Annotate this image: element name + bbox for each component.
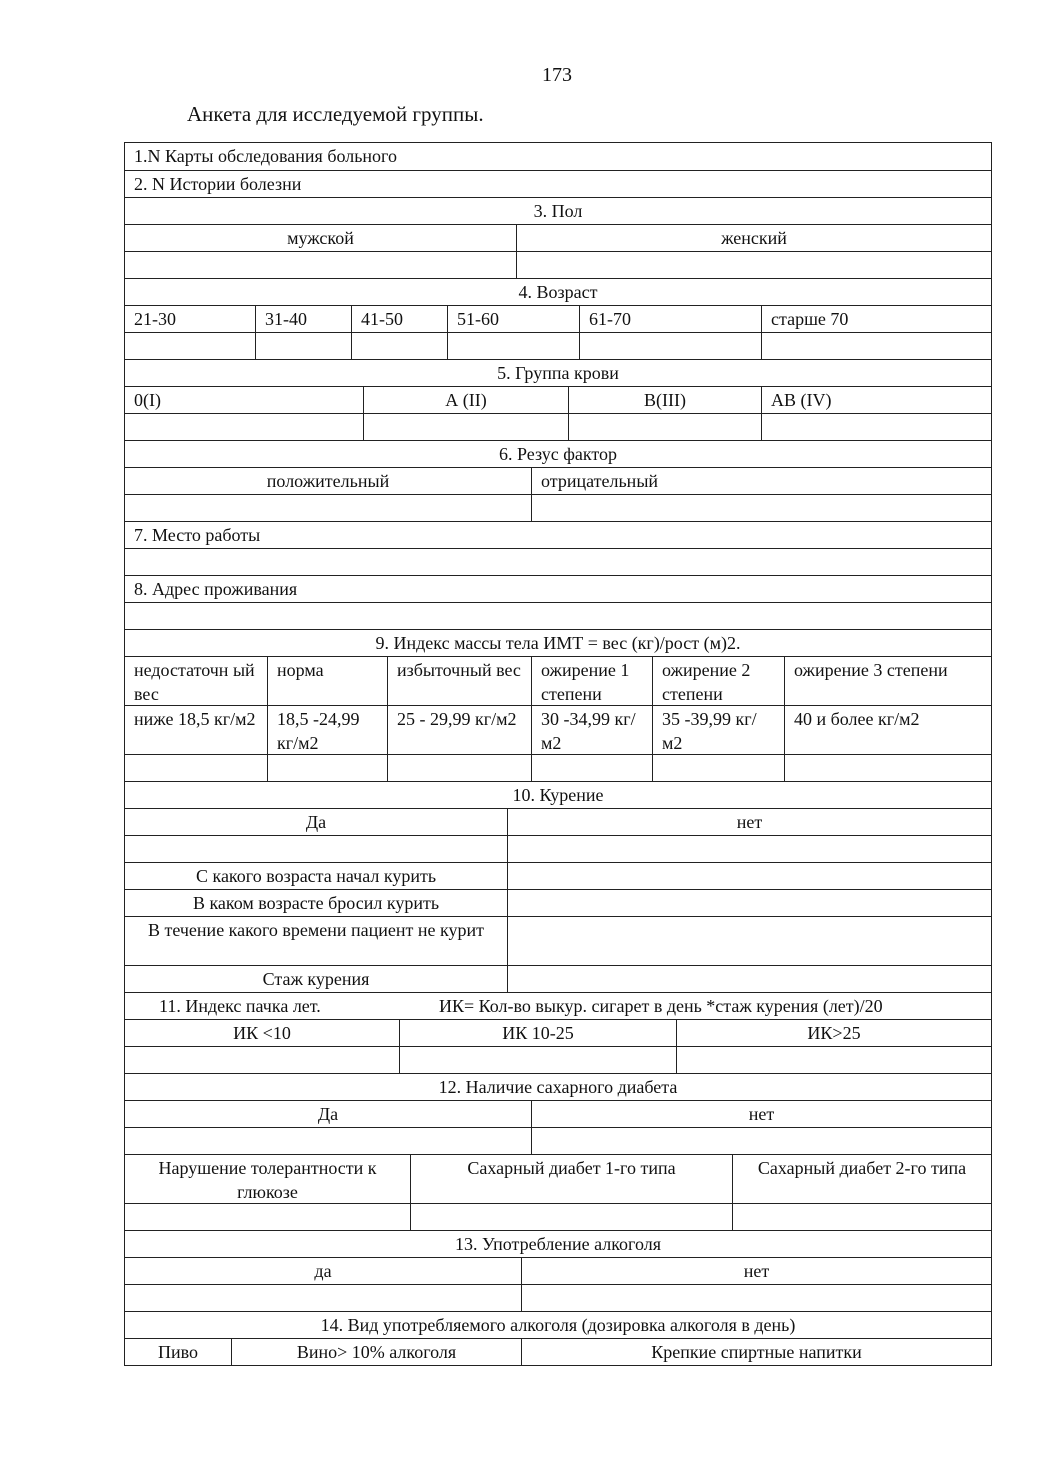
pack-index-heading-row <box>125 992 991 1019</box>
bmi-category: избыточный вес <box>387 657 531 705</box>
pack-index-option: ИК <10 <box>233 1023 291 1043</box>
sex-options-row <box>125 224 991 251</box>
bmi-answer[interactable] <box>652 755 784 781</box>
bmi-categories-row <box>125 656 991 705</box>
address-label: 8. Адрес проживания <box>134 579 298 599</box>
diabetes-type-answer[interactable] <box>732 1204 991 1230</box>
blood-option: АВ (IV) <box>761 387 991 413</box>
age-option: 41-50 <box>351 306 447 332</box>
pack-index-option: ИК 10-25 <box>399 1020 676 1046</box>
address-answer-row <box>125 602 991 629</box>
age-heading: 4. Возраст <box>518 282 598 302</box>
smoking-answer[interactable] <box>507 836 991 862</box>
age-heading-row <box>125 278 991 305</box>
address-row <box>125 575 991 602</box>
blood-answer[interactable] <box>125 414 363 440</box>
blood-answer[interactable] <box>761 414 991 440</box>
history-number-row <box>125 170 991 197</box>
age-option: старше 70 <box>761 306 991 332</box>
sex-option-female: женский <box>516 225 991 251</box>
card-number-label: 1.N Карты обследования больного <box>134 146 397 166</box>
diabetes-heading-row <box>125 1073 991 1100</box>
smoking-quit-row <box>125 889 991 916</box>
smoking-experience-row <box>125 965 991 992</box>
diabetes-type: Нарушение толерантности к глюкозе <box>158 1158 377 1202</box>
blood-heading-row <box>125 359 991 386</box>
pack-index-title: 11. Индекс пачка лет. <box>159 996 321 1016</box>
smoking-experience-label: Стаж курения <box>262 969 370 989</box>
alcohol-type-heading: 14. Вид употребляемого алкоголя (дозировка алкоголя в день) <box>320 1315 796 1335</box>
diabetes-heading: 12. Наличие сахарного диабета <box>438 1077 678 1097</box>
card-number-row <box>125 143 991 170</box>
smoking-start-answer[interactable] <box>507 863 991 889</box>
not-smoking-time-label: В течение какого времени пациент не курит <box>147 920 485 940</box>
page-title: Анкета для исследуемой группы. <box>187 102 484 126</box>
history-number-label: 2. N Истории болезни <box>134 174 302 194</box>
workplace-label: 7. Место работы <box>134 525 261 545</box>
rhesus-heading-row <box>125 440 991 467</box>
alcohol-heading-row <box>125 1230 991 1257</box>
bmi-answer[interactable] <box>387 755 531 781</box>
sex-answer-row <box>125 251 991 278</box>
alcohol-type-heading-row <box>125 1311 991 1338</box>
age-option: 61-70 <box>579 306 761 332</box>
bmi-range: ниже 18,5 кг/м2 <box>134 709 256 729</box>
bmi-range: 18,5 -24,99 кг/м2 <box>267 706 387 754</box>
smoking-quit-label: В каком возрасте бросил курить <box>192 893 440 913</box>
bmi-answer[interactable] <box>267 755 387 781</box>
diabetes-answer-row <box>125 1127 991 1154</box>
age-option: 31-40 <box>255 306 351 332</box>
alcohol-heading: 13. Употребление алкоголя <box>455 1234 661 1254</box>
bmi-range: 30 -34,99 кг/м2 <box>531 706 652 754</box>
rhesus-option-negative: отрицательный <box>531 468 991 494</box>
bmi-answer[interactable] <box>125 755 267 781</box>
alcohol-answer[interactable] <box>125 1285 521 1311</box>
alcohol-type-option: Крепкие спиртные напитки <box>521 1339 991 1365</box>
age-answer-row <box>125 332 991 359</box>
alcohol-option-yes: да <box>314 1261 332 1281</box>
age-option: 21-30 <box>134 309 176 329</box>
alcohol-answer-row <box>125 1284 991 1311</box>
page-number: 173 <box>542 64 572 86</box>
bmi-category: норма <box>267 657 387 705</box>
pack-index-formula: ИК= Кол-во выкур. сигарет в день *стаж курения (лет)/20 <box>439 996 883 1016</box>
diabetes-options-row <box>125 1100 991 1127</box>
smoking-heading: 10. Курение <box>512 785 604 805</box>
smoking-answer-row <box>125 835 991 862</box>
rhesus-heading: 6. Резус фактор <box>499 444 617 464</box>
bmi-category: ожирение 3 степени <box>784 657 991 705</box>
bmi-ranges-row <box>125 705 991 754</box>
diabetes-type: Сахарный диабет 2-го типа <box>732 1155 991 1203</box>
diabetes-option-yes: Да <box>317 1104 339 1124</box>
sex-heading-row <box>125 197 991 224</box>
sex-answer-male[interactable] <box>125 252 516 278</box>
alcohol-option-no: нет <box>521 1258 991 1284</box>
sex-heading: 3. Пол <box>533 201 583 221</box>
diabetes-types-answer-row <box>125 1203 991 1230</box>
sex-answer-female[interactable] <box>516 252 991 278</box>
bmi-heading-row <box>125 629 991 656</box>
smoking-start-label: С какого возраста начал курить <box>195 866 437 886</box>
workplace-row <box>125 521 991 548</box>
age-answer[interactable] <box>351 333 447 359</box>
smoking-answer[interactable] <box>125 836 507 862</box>
bmi-range: 25 - 29,99 кг/м2 <box>387 706 531 754</box>
smoking-start-row <box>125 862 991 889</box>
not-smoking-time-answer[interactable] <box>507 917 991 965</box>
age-answer[interactable] <box>125 333 255 359</box>
alcohol-type-option: Пиво <box>157 1342 198 1362</box>
rhesus-options-row <box>125 467 991 494</box>
alcohol-type-options-row <box>125 1338 991 1365</box>
pack-index-options-row <box>125 1019 991 1046</box>
pack-index-option: ИК>25 <box>676 1020 991 1046</box>
diabetes-answer[interactable] <box>125 1128 531 1154</box>
blood-options-row <box>125 386 991 413</box>
pack-index-answer-row <box>125 1046 991 1073</box>
smoking-option-yes: Да <box>305 812 327 832</box>
bmi-range: 40 и более кг/м2 <box>784 706 991 754</box>
diabetes-option-no: нет <box>531 1101 991 1127</box>
bmi-answer[interactable] <box>531 755 652 781</box>
pack-index-answer[interactable] <box>399 1047 676 1073</box>
blood-heading: 5. Группа крови <box>497 363 619 383</box>
rhesus-option-positive: положительный <box>266 471 390 491</box>
alcohol-options-row <box>125 1257 991 1284</box>
workplace-answer[interactable] <box>125 549 991 575</box>
age-option: 51-60 <box>447 306 579 332</box>
age-answer[interactable] <box>447 333 579 359</box>
smoking-experience-answer[interactable] <box>507 966 991 992</box>
bmi-heading: 9. Индекс массы тела ИМТ = вес (кг)/рост (м)2. <box>375 633 741 653</box>
age-answer[interactable] <box>579 333 761 359</box>
smoking-heading-row <box>125 781 991 808</box>
not-smoking-time-row <box>125 916 991 965</box>
blood-answer-row <box>125 413 991 440</box>
diabetes-types-row <box>125 1154 991 1203</box>
pack-index-heading <box>125 993 991 1019</box>
bmi-range: 35 -39,99 кг/м2 <box>652 706 784 754</box>
bmi-category: ожирение 2 степени <box>652 657 784 705</box>
rhesus-answer[interactable] <box>125 495 531 521</box>
sex-option-male: мужской <box>287 228 354 248</box>
diabetes-answer[interactable] <box>531 1128 991 1154</box>
bmi-answer-row <box>125 754 991 781</box>
bmi-category: ожирение 1 степени <box>531 657 652 705</box>
diabetes-type-answer[interactable] <box>410 1204 732 1230</box>
workplace-answer-row <box>125 548 991 575</box>
smoking-quit-answer[interactable] <box>507 890 991 916</box>
smoking-options-row <box>125 808 991 835</box>
smoking-option-no: нет <box>507 809 991 835</box>
bmi-category: недостаточн ый вес <box>134 660 255 704</box>
blood-option: А (II) <box>363 387 568 413</box>
age-options-row <box>125 305 991 332</box>
alcohol-type-option: Вино> 10% алкоголя <box>231 1339 521 1365</box>
alcohol-answer[interactable] <box>521 1285 991 1311</box>
age-answer[interactable] <box>761 333 991 359</box>
diabetes-type: Сахарный диабет 1-го типа <box>410 1155 732 1203</box>
diabetes-type-answer[interactable] <box>125 1204 410 1230</box>
blood-option: В(III) <box>568 387 761 413</box>
rhesus-answer[interactable] <box>531 495 991 521</box>
blood-answer[interactable] <box>568 414 761 440</box>
pack-index-answer[interactable] <box>125 1047 399 1073</box>
bmi-answer[interactable] <box>784 755 991 781</box>
blood-option: 0(I) <box>134 390 161 410</box>
age-answer[interactable] <box>255 333 351 359</box>
address-answer[interactable] <box>125 603 991 629</box>
pack-index-answer[interactable] <box>676 1047 991 1073</box>
blood-answer[interactable] <box>363 414 568 440</box>
rhesus-answer-row <box>125 494 991 521</box>
questionnaire-table <box>124 142 992 1366</box>
